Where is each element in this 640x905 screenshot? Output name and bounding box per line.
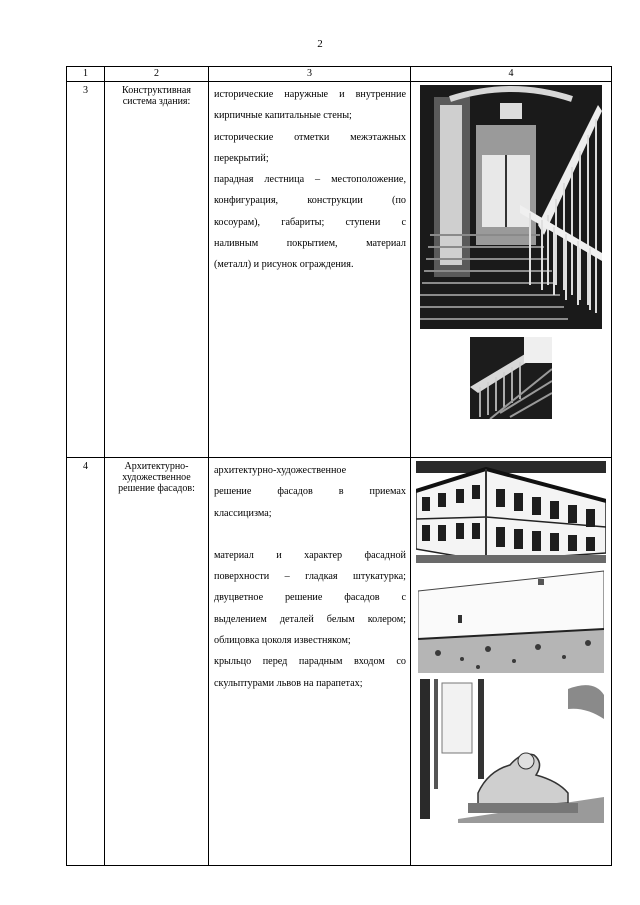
- protection-subject-table: [66, 66, 612, 866]
- description-line: кирпичные капитальные стены;: [214, 110, 352, 122]
- staircase-photo: [420, 85, 602, 329]
- description-line: наливным покрытием, материал: [214, 238, 406, 250]
- column-header: 4: [411, 67, 612, 82]
- row-title: [105, 82, 209, 458]
- row-number: 4: [67, 458, 105, 866]
- column-header: 2: [105, 67, 209, 82]
- row-description: [209, 458, 411, 866]
- description-line: косоурам), габариты; ступени с: [214, 216, 406, 228]
- row-title-line: художественное: [122, 472, 191, 483]
- railing-photo: [470, 337, 552, 419]
- column-header: 1: [67, 67, 105, 82]
- description-line: решение фасадов в приемах: [214, 486, 406, 498]
- description-line: перекрытий;: [214, 152, 269, 164]
- facade-photo: [416, 461, 606, 563]
- description-line: конфигурация, конструкции (по: [214, 195, 406, 207]
- row-photos: [411, 458, 612, 866]
- row-title-line: Архитектурно-: [124, 461, 189, 472]
- description-line: облицовка цоколя известняком;: [214, 635, 351, 647]
- row-title-line: Конструктивная: [122, 85, 191, 96]
- row-title: [105, 458, 209, 866]
- row-number: 3: [67, 82, 105, 458]
- description-line: исторические наружные и внутренние: [214, 89, 406, 100]
- description-line: материал и характер фасадной: [214, 549, 406, 561]
- description-line: парадная лестница – местоположение,: [214, 174, 406, 186]
- page-number: 2: [317, 38, 323, 50]
- description-line: классицизма;: [214, 507, 272, 519]
- lion-sculpture-photo: [418, 679, 604, 823]
- description-line: (металл) и рисунок ограждения.: [214, 259, 354, 271]
- table-row: [67, 82, 612, 458]
- row-title-line: решение фасадов:: [118, 483, 195, 494]
- description-line: исторические отметки межэтажных: [214, 131, 406, 143]
- table-header-row: [67, 67, 612, 82]
- description-line: двуцветное решение фасадов с: [214, 592, 406, 604]
- column-header: 3: [209, 67, 411, 82]
- description-line: выделением деталей белым колером;: [214, 613, 406, 625]
- row-photos: [411, 82, 612, 458]
- table-row: [67, 458, 612, 866]
- description-spacer: [214, 524, 406, 545]
- description-line: поверхности – гладкая штукатурка;: [214, 571, 406, 583]
- row-title-line: система здания:: [122, 96, 191, 107]
- description-line: крыльцо перед парадным входом со: [214, 656, 406, 668]
- plinth-photo: [418, 569, 604, 673]
- description-line: скульптурами львов на парапетах;: [214, 677, 363, 689]
- description-line: архитектурно-художественное: [214, 465, 347, 476]
- row-description: [209, 82, 411, 458]
